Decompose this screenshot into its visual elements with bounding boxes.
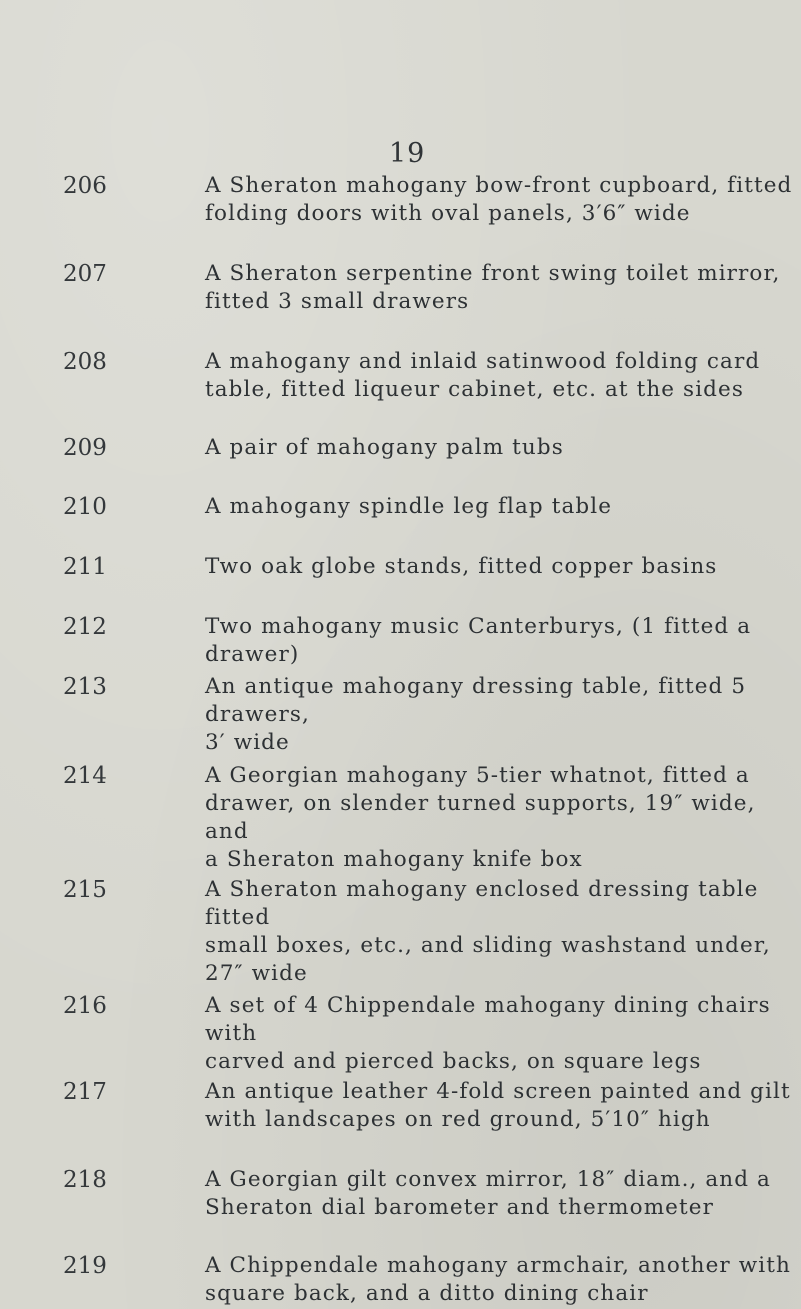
lot-description: A mahogany and inlaid satinwood folding card table, fitted liqueur cabinet, etc. at the sides <box>205 349 761 402</box>
lot-description: A Sheraton mahogany enclosed dressing table fitted small boxes, etc., and sliding washstand under, 27″ wide <box>205 877 771 986</box>
lot-number: 215 <box>63 877 107 903</box>
lot-number: 216 <box>63 993 107 1019</box>
lot-description: A Georgian gilt convex mirror, 18″ diam., and a Sheraton dial barometer and thermometer <box>205 1167 771 1220</box>
lot-description: A Chippendale mahogany armchair, another with square back, and a ditto dining chair <box>205 1253 791 1306</box>
lot-number: 208 <box>63 349 107 375</box>
lot-description: Two mahogany music Canterburys, (1 fitted a drawer) <box>205 614 752 667</box>
lot-number: 206 <box>63 173 107 199</box>
lot-number: 217 <box>63 1079 107 1105</box>
lot-description: A set of 4 Chippendale mahogany dining chairs with carved and pierced backs, on square legs <box>205 993 771 1074</box>
lot-description: A Sheraton serpentine front swing toilet mirror, fitted 3 small drawers <box>205 261 781 314</box>
lot-number: 212 <box>63 614 107 640</box>
lot-description: A Georgian mahogany 5-tier whatnot, fitted a drawer, on slender turned supports, 19″ wide, and a Sheraton mahogany knife box <box>205 763 756 872</box>
lot-number: 214 <box>63 763 107 789</box>
lot-number: 218 <box>63 1167 107 1193</box>
lot-description: An antique mahogany dressing table, fitted 5 drawers, 3′ wide <box>205 674 747 755</box>
lot-description: Two oak globe stands, fitted copper basins <box>205 554 718 579</box>
lot-description: An antique leather 4-fold screen painted and gilt with landscapes on red ground, 5′10″ high <box>205 1079 791 1132</box>
lot-description: A pair of mahogany palm tubs <box>205 435 564 460</box>
lot-description: A Sheraton mahogany bow-front cupboard, fitted folding doors with oval panels, 3′6″ wide <box>205 173 793 226</box>
lot-number: 210 <box>63 494 107 520</box>
lot-number: 219 <box>63 1253 107 1279</box>
lot-number: 213 <box>63 674 107 700</box>
lot-description: A mahogany spindle leg flap table <box>205 494 613 519</box>
lot-number: 209 <box>63 435 107 461</box>
lot-number: 211 <box>63 554 107 580</box>
lot-number: 207 <box>63 261 107 287</box>
page-number: 19 <box>389 138 426 169</box>
